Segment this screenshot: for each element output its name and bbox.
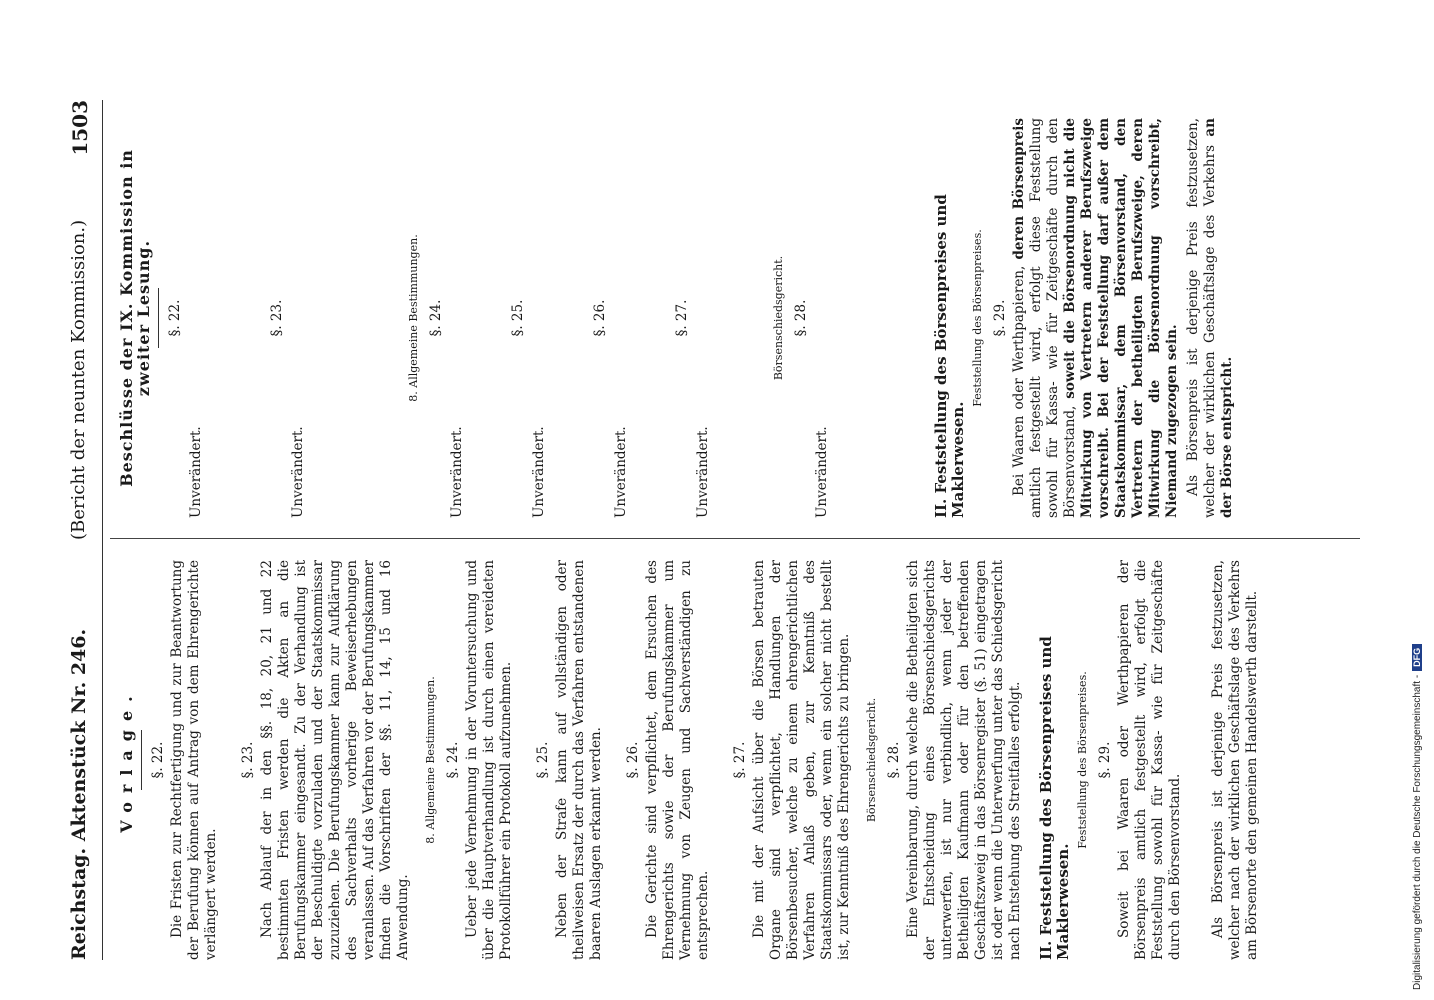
- paragraph-text: Soweit bei Waaren oder Werthpapieren der Börsenpreis amtlich festgestellt wird, erfolgt die Feststellung sowohl für Kassa- wie für Zeitgeschäfte durch den Börsenvorstand.: [1116, 560, 1183, 960]
- paragraph-number: §. 28.: [886, 741, 902, 779]
- section-title: II. Feststellung des Börsenpreises und Maklerwesen.: [1037, 636, 1072, 960]
- paragraph-number: §. 22.: [167, 299, 183, 337]
- unchanged-label: Unverändert.: [695, 426, 711, 518]
- title-rule: [141, 730, 142, 790]
- paragraph-text: [1011, 118, 1181, 518]
- paragraph-text: Als Börsenpreis ist derjenige Preis festzusetzen, welcher nach der wirklichen Geschäftslage des Verkehrs am Börsenorte den gemeinen Handelswerth darstellt.: [1210, 560, 1260, 960]
- text-amendment: soweit die Börsenordnung nicht die Mitwirkung von Vertretern anderer Berufszweige vorschreibt. Bei der Feststellung darf außer dem Staatskommissar, dem Börsenvorstand, den Vertretern der betheiligten Berufszweige, deren Mitwirkung die Börsenordnung vorschreibt, Niemand zugezogen sein.: [1062, 118, 1180, 518]
- header-left: Reichstag. Aktenstück Nr. 246.: [68, 628, 90, 960]
- text-amendment: an der Börse entspricht.: [1202, 118, 1235, 518]
- paragraph-number: §. 24.: [428, 299, 444, 337]
- paragraph-number: §. 24.: [445, 741, 461, 779]
- paragraph-number: §. 29.: [1097, 741, 1113, 779]
- paragraph-text: Neben der Strafe kann auf vollständigen oder theilweisen Ersatz der durch das Verfahren entstandenen baaren Auslagen erkannt werden.: [554, 560, 604, 960]
- section-subtitle: Feststellung des Börsenpreises.: [1076, 671, 1089, 849]
- paragraph-number: §. 23.: [269, 299, 285, 337]
- title-rule: [158, 288, 159, 348]
- paragraph-number: §. 25.: [535, 741, 551, 779]
- subheading: Börsenschiedsgericht.: [772, 255, 785, 381]
- subheading: 8. Allgemeine Bestimmungen.: [424, 676, 437, 844]
- text-plain: Bei Waaren oder Werthpapieren,: [1011, 259, 1027, 496]
- subheading: Börsenschiedsgericht.: [865, 697, 878, 823]
- unchanged-label: Unverändert.: [531, 426, 547, 518]
- unchanged-label: Unverändert.: [613, 426, 629, 518]
- text-amendment: deren Börsenpreis: [1011, 118, 1027, 260]
- page-header: [68, 100, 98, 960]
- digitization-note-text: Digitalisierung gefördert durch die Deutsche Forschungsgemeinschaft -: [1412, 674, 1423, 990]
- unchanged-label: Unverändert.: [814, 426, 830, 518]
- paragraph-text: Die mit der Aufsicht über die Börsen betrauten Organe sind verpflichtet, Handlungen der Börsenbesucher, welche zu einem ehrengerichtlichen Verfahren Anlaß geben, zur Kenntniß des Staatskommissars oder, wenn ein solcher nicht bestellt ist, zur Kenntniß des Ehrengerichts zu bringen.: [751, 560, 852, 960]
- right-column: [110, 118, 1240, 518]
- unchanged-label: Unverändert.: [290, 426, 306, 518]
- paragraph-number: §. 27.: [674, 299, 690, 337]
- left-column-title: Vorlage.: [117, 687, 136, 833]
- digitization-note: [1412, 10, 1428, 990]
- paragraph-text: Die Gerichte sind verpflichtet, dem Ersuchen des Ehrengerichts sowie der Berufungskammer um Vernehmung von Zeugen und Sachverständigen zu entsprechen.: [644, 560, 711, 960]
- dfg-logo: DFG: [1412, 644, 1422, 671]
- text-plain: Als Börsenpreis ist derjenige Preis festzusetzen, welcher der wirklichen Geschäftslage des Verkehrs: [1185, 118, 1218, 518]
- page-number: 1503: [68, 100, 92, 156]
- section-title: II. Feststellung des Börsenpreises und Maklerwesen.: [932, 194, 967, 518]
- paragraph-text: Ueber jede Vernehmung in der Voruntersuchung und über die Hauptverhandlung ist durch einen vereideten Protokollführer ein Protokoll aufzunehmen.: [464, 560, 514, 960]
- text-plain: amtlich festgestellt wird, erfolgt diese Feststellung sowohl für Kassa- wie für Zeitgeschäfte durch den Börsenvorstand,: [1028, 118, 1078, 518]
- header-rule: [102, 100, 103, 960]
- paragraph-number: §. 26.: [592, 299, 608, 337]
- paragraph-number: §. 23.: [240, 741, 256, 779]
- column-divider: [110, 538, 1360, 539]
- unchanged-label: Unverändert.: [449, 426, 465, 518]
- left-column: [110, 560, 1265, 960]
- right-column-title: Beschlüsse der IX. Kommission in zweiter Lesung.: [117, 149, 153, 487]
- paragraph-number: §. 27.: [732, 741, 748, 779]
- paragraph-text: [1185, 118, 1236, 518]
- header-middle: (Bericht der neunten Kommission.): [68, 219, 89, 540]
- paragraph-text: Die Fristen zur Rechtfertigung und zur Beantwortung der Berufung können auf Antrag von dem Ehrengerichte verlängert werden.: [169, 560, 219, 960]
- paragraph-text: Eine Vereinbarung, durch welche die Betheiligten sich der Entscheidung eines Börsenschiedsgerichts unterwerfen, ist nur verbindlich, wenn jeder der Betheiligten Kaufmann oder für den betreffenden Geschäftszweig in das Börsenregister (§. 51) eingetragen ist oder wenn die Unterwerfung unter das Schiedsgericht nach Entstehung des Streitfalles erfolgt.: [905, 560, 1023, 960]
- section-subtitle: Feststellung des Börsenpreises.: [971, 229, 984, 407]
- paragraph-number: §. 22.: [150, 741, 166, 779]
- paragraph-number: §. 26.: [625, 741, 641, 779]
- paragraph-text: Nach Ablauf der in den §§. 18, 20, 21 und 22 bestimmten Fristen werden die Akten an die Berufungskammer eingesandt. Zu der Verhandlung ist der Beschuldigte vorzuladen und der Staatskommissar zuzuziehen. Die Berufungskammer kann zur Aufklärung des Sachverhalts vorherige Beweiserhebungen veranlassen. Auf das Verfahren vor der Berufungskammer finden die Vorschriften der §§. 11, 14, 15 und 16 Anwendung.: [259, 560, 411, 960]
- paragraph-number: §. 25.: [510, 299, 526, 337]
- document-page: [50, 60, 1370, 1000]
- paragraph-number: §. 28.: [793, 299, 809, 337]
- subheading: 8. Allgemeine Bestimmungen.: [407, 234, 420, 402]
- unchanged-label: Unverändert.: [188, 426, 204, 518]
- paragraph-number: §. 29.: [992, 299, 1008, 337]
